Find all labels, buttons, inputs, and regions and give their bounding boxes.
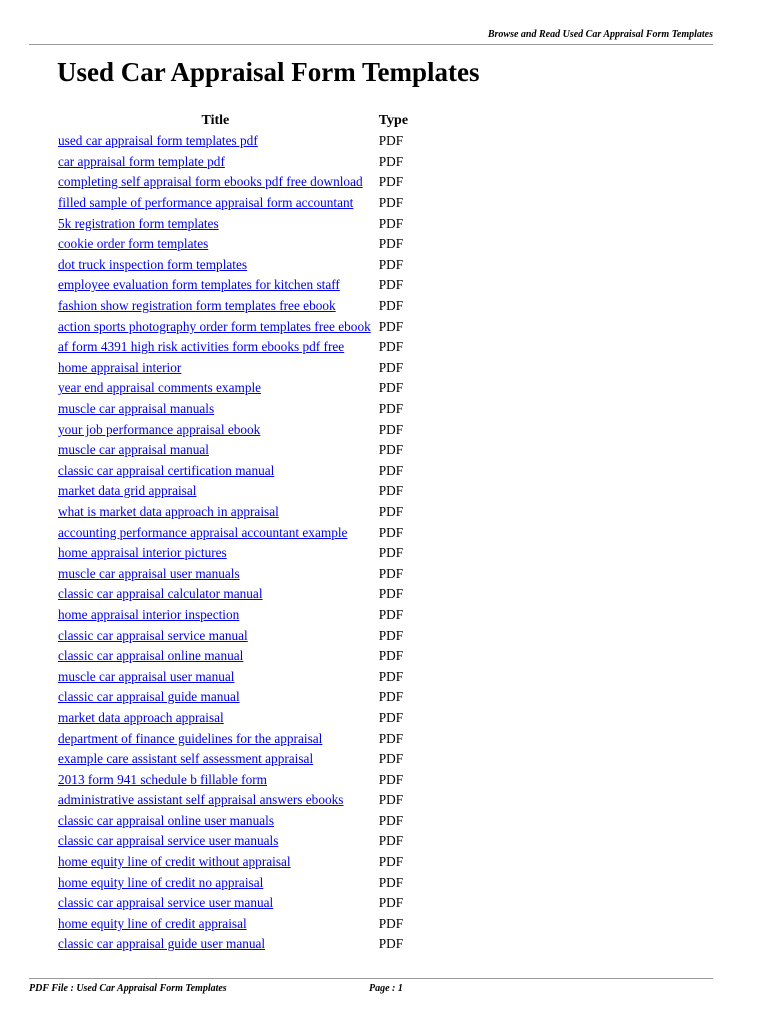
title-cell: [56, 728, 375, 749]
table-row: [56, 316, 408, 337]
title-cell: [56, 749, 375, 770]
header-divider: [29, 44, 713, 45]
table-row: [56, 666, 408, 687]
title-cell: [56, 234, 375, 255]
document-link[interactable]: classic car appraisal service manual: [58, 627, 248, 643]
title-cell: [56, 646, 375, 667]
document-link[interactable]: employee evaluation form templates for kitchen staff: [58, 277, 340, 293]
table-row: [56, 440, 408, 461]
table-row: [56, 749, 408, 770]
file-type: PDF: [378, 524, 404, 540]
table-row: [56, 563, 408, 584]
table-row: [56, 687, 408, 708]
file-type: PDF: [378, 854, 404, 870]
document-link[interactable]: fashion show registration form templates free ebook: [58, 298, 336, 314]
table-row: [56, 790, 408, 811]
file-type: PDF: [378, 627, 404, 643]
table-row: [56, 399, 408, 420]
title-cell: [56, 522, 375, 543]
file-type: PDF: [378, 648, 404, 664]
table-row: [56, 893, 408, 914]
file-type: PDF: [378, 606, 404, 622]
file-type: PDF: [378, 503, 404, 519]
file-type: PDF: [378, 936, 404, 952]
title-cell: [56, 563, 375, 584]
title-cell: [56, 852, 375, 873]
title-cell: [56, 152, 375, 173]
title-cell: [56, 316, 375, 337]
title-cell: [56, 337, 375, 358]
table-row: [56, 914, 408, 935]
title-cell: [56, 893, 375, 914]
footer-page-number: Page : 1: [369, 983, 403, 994]
file-type: PDF: [378, 380, 404, 396]
table-row: [56, 213, 408, 234]
table-row: [56, 255, 408, 276]
title-cell: [56, 687, 375, 708]
title-cell: [56, 461, 375, 482]
table-row: [56, 584, 408, 605]
document-link[interactable]: home appraisal interior: [58, 359, 182, 375]
file-type: PDF: [378, 483, 404, 499]
title-cell: [56, 584, 375, 605]
file-type: PDF: [378, 339, 404, 355]
title-cell: [56, 399, 375, 420]
title-cell: [56, 296, 375, 317]
file-type: PDF: [378, 812, 404, 828]
file-type: PDF: [378, 421, 404, 437]
page-title: Used Car Appraisal Form Templates: [57, 57, 480, 87]
title-cell: [56, 914, 375, 935]
file-type: PDF: [378, 401, 404, 417]
file-type: PDF: [378, 153, 404, 169]
table-row: [56, 234, 408, 255]
table-row: [56, 337, 408, 358]
running-header: Browse and Read Used Car Appraisal Form Templates: [487, 29, 713, 40]
title-cell: [56, 378, 375, 399]
table-row: [56, 378, 408, 399]
file-type: PDF: [378, 895, 404, 911]
document-link[interactable]: muscle car appraisal user manuals: [58, 565, 240, 581]
table-row: [56, 131, 408, 152]
file-type: PDF: [378, 442, 404, 458]
table-body: [56, 131, 408, 955]
title-cell: [56, 543, 375, 564]
file-type: PDF: [378, 709, 404, 725]
document-link[interactable]: cookie order form templates: [58, 236, 209, 252]
document-link[interactable]: dot truck inspection form templates: [58, 256, 248, 272]
file-type: PDF: [378, 462, 404, 478]
document-table: [56, 110, 408, 955]
title-cell: [56, 769, 375, 790]
table-row: [56, 872, 408, 893]
document-link[interactable]: car appraisal form template pdf: [58, 153, 225, 169]
file-type: PDF: [378, 586, 404, 602]
title-cell: [56, 605, 375, 626]
title-cell: [56, 440, 375, 461]
table-row: [56, 831, 408, 852]
table-row: [56, 358, 408, 379]
title-cell: [56, 625, 375, 646]
file-type: PDF: [378, 751, 404, 767]
table-row: [56, 296, 408, 317]
document-link[interactable]: muscle car appraisal user manual: [58, 668, 235, 684]
file-type: PDF: [378, 256, 404, 272]
title-cell: [56, 255, 375, 276]
document-link[interactable]: completing self appraisal form ebooks pdf free download: [58, 174, 363, 190]
file-type: PDF: [378, 174, 404, 190]
file-type: PDF: [378, 689, 404, 705]
document-link[interactable]: classic car appraisal service user manuals: [58, 833, 279, 849]
column-header-title: Title: [201, 112, 230, 128]
document-link[interactable]: home equity line of credit without appraisal: [58, 854, 291, 870]
file-type: PDF: [378, 730, 404, 746]
title-cell: [56, 811, 375, 832]
document-link[interactable]: home appraisal interior pictures: [58, 545, 227, 561]
file-type: PDF: [378, 318, 404, 334]
file-type: PDF: [378, 771, 404, 787]
table-row: [56, 728, 408, 749]
file-type: PDF: [378, 668, 404, 684]
file-type: PDF: [378, 133, 404, 149]
title-cell: [56, 831, 375, 852]
file-type: PDF: [378, 277, 404, 293]
title-cell: [56, 481, 375, 502]
table-row: [56, 708, 408, 729]
document-link[interactable]: market data approach appraisal: [58, 709, 224, 725]
document-link[interactable]: 5k registration form templates: [58, 215, 219, 231]
table-row: [56, 543, 408, 564]
document-link[interactable]: home equity line of credit appraisal: [58, 915, 247, 931]
title-cell: [56, 275, 375, 296]
table-header-row: [56, 110, 408, 131]
document-link[interactable]: classic car appraisal guide manual: [58, 689, 240, 705]
title-cell: [56, 358, 375, 379]
file-type: PDF: [378, 359, 404, 375]
file-type: PDF: [378, 874, 404, 890]
title-cell: [56, 666, 375, 687]
document-link[interactable]: classic car appraisal guide user manual: [58, 936, 266, 952]
document-link[interactable]: used car appraisal form templates pdf: [58, 133, 258, 149]
table-row: [56, 522, 408, 543]
document-link[interactable]: classic car appraisal certification manual: [58, 462, 275, 478]
table-row: [56, 193, 408, 214]
table-row: [56, 172, 408, 193]
file-type: PDF: [378, 915, 404, 931]
file-type: PDF: [378, 565, 404, 581]
table-row: [56, 811, 408, 832]
document-link[interactable]: classic car appraisal online manual: [58, 648, 244, 664]
document-link[interactable]: example care assistant self assessment appraisal: [58, 751, 314, 767]
document-link[interactable]: classic car appraisal service user manual: [58, 895, 274, 911]
footer-file-label: PDF File : Used Car Appraisal Form Templates: [29, 983, 227, 994]
document-link[interactable]: your job performance appraisal ebook: [58, 421, 261, 437]
document-link[interactable]: home appraisal interior inspection: [58, 606, 240, 622]
document-link[interactable]: market data grid appraisal: [58, 483, 197, 499]
document-link[interactable]: action sports photography order form templates free ebook: [58, 318, 371, 334]
file-type: PDF: [378, 792, 404, 808]
title-cell: [56, 708, 375, 729]
document-link[interactable]: administrative assistant self appraisal answers ebooks: [58, 792, 344, 808]
table-row: [56, 605, 408, 626]
document-link[interactable]: 2013 form 941 schedule b fillable form: [58, 771, 268, 787]
file-type: PDF: [378, 236, 404, 252]
table-row: [56, 852, 408, 873]
table-row: [56, 481, 408, 502]
title-cell: [56, 419, 375, 440]
title-cell: [56, 193, 375, 214]
document-link[interactable]: year end appraisal comments example: [58, 380, 262, 396]
table-row: [56, 419, 408, 440]
title-cell: [56, 213, 375, 234]
document-link[interactable]: classic car appraisal calculator manual: [58, 586, 263, 602]
title-cell: [56, 172, 375, 193]
title-cell: [56, 790, 375, 811]
table-row: [56, 461, 408, 482]
table-row: [56, 502, 408, 523]
document-link[interactable]: accounting performance appraisal accountant example: [58, 524, 348, 540]
title-cell: [56, 131, 375, 152]
table-row: [56, 275, 408, 296]
document-link[interactable]: classic car appraisal online user manuals: [58, 812, 274, 828]
document-link[interactable]: muscle car appraisal manual: [58, 442, 209, 458]
document-link[interactable]: department of finance guidelines for the appraisal: [58, 730, 323, 746]
title-cell: [56, 934, 375, 955]
table-row: [56, 152, 408, 173]
table-row: [56, 934, 408, 955]
document-link[interactable]: what is market data approach in appraisal: [58, 503, 279, 519]
file-type: PDF: [378, 215, 404, 231]
file-type: PDF: [378, 298, 404, 314]
file-type: PDF: [378, 195, 404, 211]
footer-divider: [29, 978, 713, 979]
table-row: [56, 625, 408, 646]
document-link[interactable]: home equity line of credit no appraisal: [58, 874, 264, 890]
file-type: PDF: [378, 833, 404, 849]
document-link[interactable]: filled sample of performance appraisal form accountant: [58, 195, 354, 211]
file-type: PDF: [378, 545, 404, 561]
column-header-type: Type: [378, 112, 409, 128]
title-cell: [56, 872, 375, 893]
title-cell: [56, 502, 375, 523]
document-link[interactable]: af form 4391 high risk activities form ebooks pdf free: [58, 339, 345, 355]
table-row: [56, 646, 408, 667]
table-row: [56, 769, 408, 790]
document-link[interactable]: muscle car appraisal manuals: [58, 401, 215, 417]
